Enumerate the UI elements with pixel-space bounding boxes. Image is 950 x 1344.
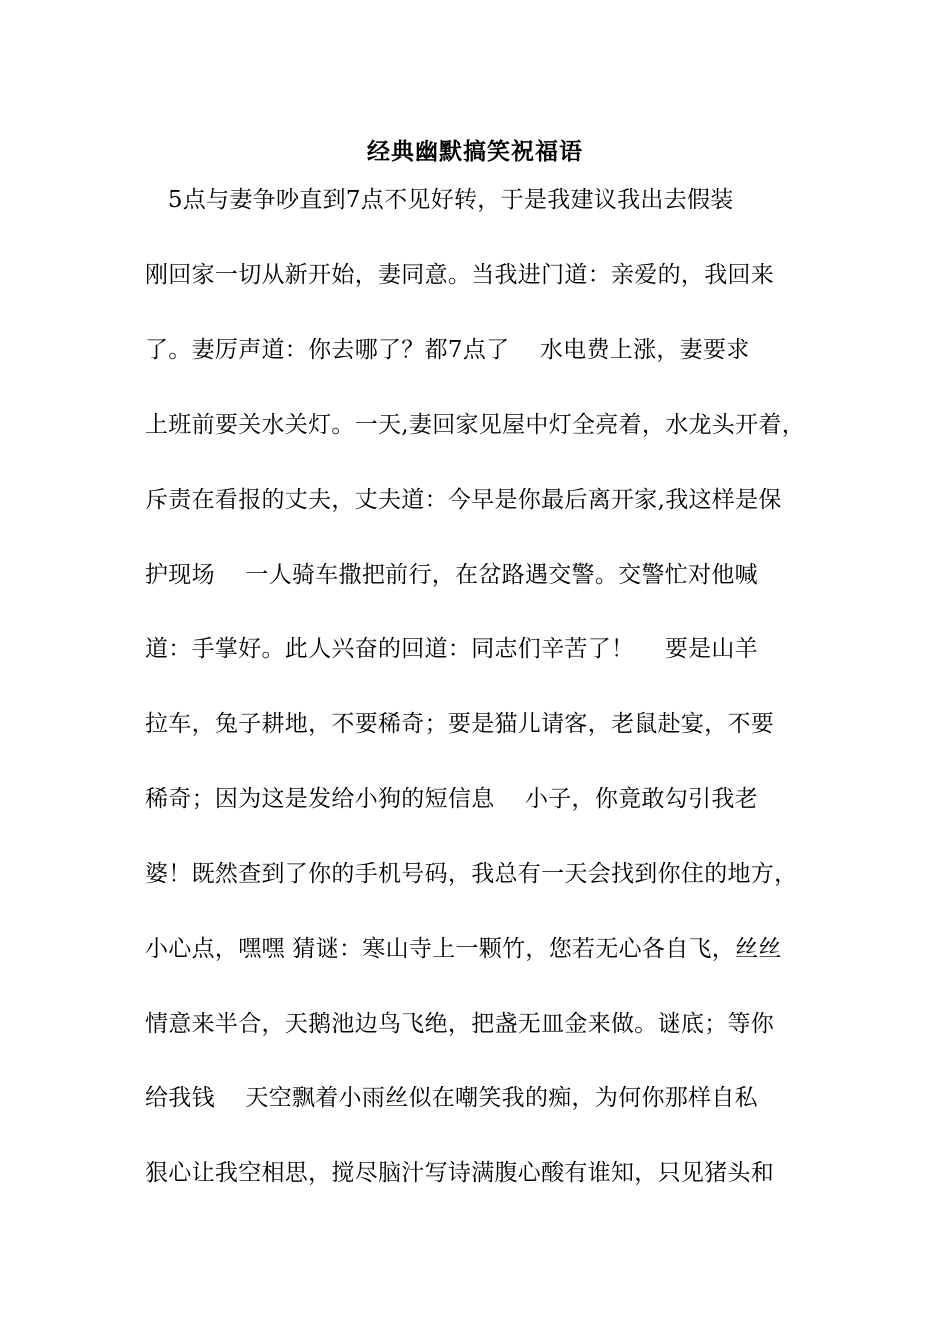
body-line: 护现场 一人骑车撒把前行，在岔路遇交警。交警忙对他喊 — [145, 562, 758, 588]
body-line: 情意来半合，天鹅池边鸟飞绝，把盏无皿金来做。谜底；等你 — [145, 1011, 775, 1037]
body-line: 5点与妻争吵直到7点不见好转，于是我建议我出去假装 — [145, 187, 734, 213]
body-line: 拉车，兔子耕地，不要稀奇；要是猫儿请客，老鼠赴宴，不要 — [145, 711, 775, 737]
body-line: 上班前要关水关灯。一天,妻回家见屋中灯全亮着，水龙头开着， — [145, 412, 806, 438]
body-line: 刚回家一切从新开始，妻同意。当我进门道：亲爱的，我回来 — [145, 262, 775, 288]
body-line: 给我钱 天空飘着小雨丝似在嘲笑我的痴，为何你那样自私 — [145, 1085, 758, 1111]
body-line: 了。妻厉声道：你去哪了？都7点了 水电费上涨，妻要求 — [145, 337, 750, 363]
body-line: 斥责在看报的丈夫，丈夫道：今早是你最后离开家,我这样是保 — [145, 487, 782, 513]
body-line: 道：手掌好。此人兴奋的回道：同志们辛苦了！ 要是山羊 — [145, 636, 758, 662]
body-line: 稀奇；因为这是发给小狗的短信息 小子，你竟敢勾引我老 — [145, 786, 758, 812]
body-line: 狠心让我空相思，搅尽脑汁写诗满腹心酸有谁知，只见猪头和 — [145, 1160, 775, 1186]
body-line: 婆！既然查到了你的手机号码，我总有一天会找到你住的地方， — [145, 861, 798, 887]
body-line: 小心点，嘿嘿 猜谜：寒山寺上一颗竹，您若无心各自飞，丝丝 — [145, 936, 782, 962]
document-title: 经典幽默搞笑祝福语 — [367, 138, 583, 165]
